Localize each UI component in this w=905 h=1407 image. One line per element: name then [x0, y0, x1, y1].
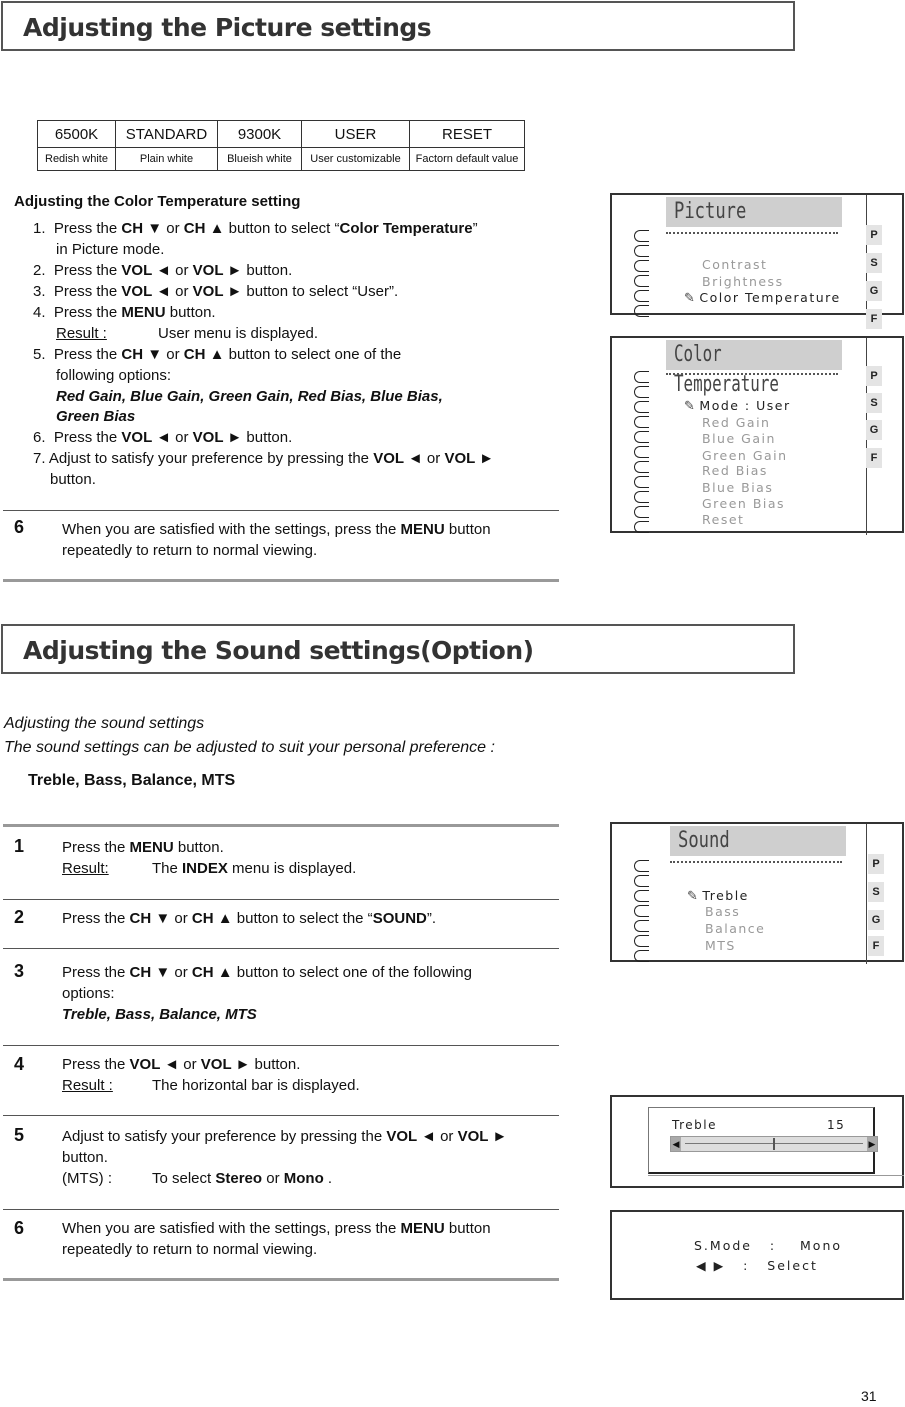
osd-tab-p[interactable]: P — [868, 854, 884, 874]
divider — [3, 824, 559, 827]
right-arrow-icon[interactable]: ▶ — [713, 1258, 726, 1273]
mts-select-line: ◀ ▶ : Select — [696, 1258, 818, 1273]
divider — [648, 1175, 904, 1176]
osd-tab-f[interactable]: F — [868, 936, 884, 956]
sound-step-5-line2: button. — [62, 1149, 108, 1166]
osd-tab-s[interactable]: S — [866, 253, 882, 273]
osd-sound-menu — [610, 822, 904, 962]
sound-step-2-number: 2 — [14, 907, 25, 927]
final-step-text: When you are satisfied with the settings, press the MENU button — [62, 521, 491, 538]
divider — [3, 1115, 559, 1116]
sound-step-4-result-label: Result : — [62, 1077, 113, 1094]
sound-step-1-text: Press the MENU button. — [62, 839, 224, 856]
osd-tab-s[interactable]: S — [866, 393, 882, 413]
sound-step-6-line2: repeatedly to return to normal viewing. — [62, 1241, 318, 1258]
pencil-icon: ✎ — [684, 399, 697, 414]
osd-treble-bar — [610, 1095, 904, 1188]
osd-sound-item-balance[interactable]: Balance — [705, 921, 766, 936]
ct-header-user: USER — [302, 121, 410, 148]
ct-desc-6500k: Redish white — [38, 148, 116, 171]
sound-options: Treble, Bass, Balance, MTS — [28, 772, 236, 789]
sound-step-2-text: Press the CH ▼ or CH ▲ button to select the “SOUND”. — [62, 910, 437, 927]
osd-picture-title: Picture — [666, 197, 842, 227]
osd-sound-item-treble[interactable]: ✎ Treble — [687, 888, 749, 904]
sound-intro-1: Adjusting the sound settings — [4, 715, 205, 732]
osd-sound-item-mts[interactable]: MTS — [705, 938, 736, 953]
left-arrow-icon[interactable]: ◀ — [696, 1258, 708, 1273]
ct-step-5-line2: following options: — [56, 367, 172, 384]
slider-right-arrow-icon[interactable]: ▶ — [868, 1139, 876, 1149]
sound-step-4-result-text: The horizontal bar is displayed. — [152, 1077, 360, 1094]
treble-label: Treble — [672, 1118, 717, 1132]
sound-section-title: Adjusting the Sound settings(Option) — [23, 636, 534, 665]
final-step-line2: repeatedly to return to normal viewing. — [62, 542, 318, 559]
osd-sound-title: Sound — [670, 826, 846, 856]
sound-step-3-line2: options: — [62, 985, 115, 1002]
osd-tab-f[interactable]: F — [866, 448, 882, 468]
sound-intro-2: The sound settings can be adjusted to suit your personal preference : — [4, 739, 495, 756]
osd-tab-g[interactable]: G — [868, 910, 884, 930]
sound-step-5-text: Adjust to satisfy your preference by pressing the VOL ◄ or VOL ► — [62, 1128, 508, 1145]
color-temperature-table — [37, 120, 525, 171]
osd-tab-s[interactable]: S — [868, 882, 884, 902]
page-number: 31 — [861, 1388, 877, 1404]
ct-step-2: 2. Press the VOL ◄ or VOL ► button. — [33, 262, 293, 279]
osd-ct-item-red-gain[interactable]: Red Gain — [702, 415, 771, 430]
mts-mode-line: S.Mode : Mono — [694, 1238, 843, 1253]
divider — [3, 1045, 559, 1046]
sound-step-5-number: 5 — [14, 1125, 25, 1145]
sound-step-3-text: Press the CH ▼ or CH ▲ button to select one of the following — [62, 964, 472, 981]
osd-picture-item-color-temperature[interactable]: ✎ Color Temperature — [684, 290, 841, 306]
slider-knob[interactable] — [773, 1138, 775, 1150]
sound-step-1-result-text: The INDEX menu is displayed. — [152, 860, 357, 877]
osd-ct-item-blue-bias[interactable]: Blue Bias — [702, 480, 774, 495]
sound-step-3-number: 3 — [14, 961, 25, 981]
color-temp-heading: Adjusting the Color Temperature setting — [14, 193, 301, 210]
final-step-number: 6 — [14, 517, 25, 537]
osd-ct-item-red-bias[interactable]: Red Bias — [702, 463, 768, 478]
osd-sound-item-bass[interactable]: Bass — [705, 904, 741, 919]
divider — [3, 899, 559, 900]
ct-desc-user: User customizable — [302, 148, 410, 171]
pencil-icon: ✎ — [687, 889, 700, 904]
osd-tab-p[interactable]: P — [866, 225, 882, 245]
sound-step-5-mts-text: To select Stereo or Mono . — [152, 1170, 333, 1187]
ct-header-standard: STANDARD — [116, 121, 218, 148]
osd-ct-item-mode[interactable]: ✎ Mode : User — [684, 398, 791, 414]
osd-picture-item-contrast[interactable]: Contrast — [702, 257, 768, 272]
ct-step-1-line2: in Picture mode. — [56, 241, 165, 258]
divider — [3, 1278, 559, 1281]
ct-step-4-result-text: User menu is displayed. — [158, 325, 319, 342]
osd-tab-g[interactable]: G — [866, 420, 882, 440]
sound-step-1-number: 1 — [14, 836, 25, 856]
divider — [3, 948, 559, 949]
ct-header-6500k: 6500K — [38, 121, 116, 148]
ct-desc-9300k: Blueish white — [218, 148, 302, 171]
divider — [3, 579, 559, 582]
sound-step-4-number: 4 — [14, 1054, 25, 1074]
treble-slider[interactable] — [670, 1136, 878, 1152]
osd-mts — [610, 1210, 904, 1300]
osd-ct-item-reset[interactable]: Reset — [702, 512, 745, 527]
ct-step-4-result-label: Result : — [56, 325, 107, 342]
osd-picture-item-brightness[interactable]: Brightness — [702, 274, 784, 289]
ct-step-5: 5. Press the CH ▼ or CH ▲ button to select one of the — [33, 346, 402, 363]
osd-ct-item-green-bias[interactable]: Green Bias — [702, 496, 786, 511]
picture-section-title: Adjusting the Picture settings — [23, 13, 432, 42]
ct-step-7-line2: button. — [50, 471, 96, 488]
ct-step-1: 1. Press the CH ▼ or CH ▲ button to select “Color Temperature” — [33, 220, 478, 237]
divider — [3, 510, 559, 511]
ct-step-4: 4. Press the MENU button. — [33, 304, 216, 321]
slider-left-arrow-icon[interactable]: ◀ — [672, 1139, 680, 1149]
osd-picture-menu — [610, 193, 904, 325]
osd-ct-item-green-gain[interactable]: Green Gain — [702, 448, 788, 463]
treble-value: 15 — [827, 1118, 846, 1132]
ct-step-5-options2: Green Bias — [56, 408, 136, 425]
sound-step-1-result-label: Result: — [62, 860, 109, 877]
ct-step-6: 6. Press the VOL ◄ or VOL ► button. — [33, 429, 293, 446]
picture-section-header — [1, 1, 795, 51]
ct-header-reset: RESET — [410, 121, 525, 148]
pencil-icon: ✎ — [684, 291, 697, 306]
osd-color-temp-title: Color Temperature — [666, 340, 842, 370]
ct-desc-reset: Factorn default value — [410, 148, 525, 171]
sound-step-4-text: Press the VOL ◄ or VOL ► button. — [62, 1056, 301, 1073]
sound-step-6-text: When you are satisfied with the settings, press the MENU button — [62, 1220, 491, 1237]
osd-ct-item-blue-gain[interactable]: Blue Gain — [702, 431, 776, 446]
osd-tab-f[interactable]: F — [866, 309, 882, 329]
osd-color-temp-menu — [610, 336, 904, 533]
ct-step-5-options: Red Gain, Blue Gain, Green Gain, Red Bias, Blue Bias, — [56, 388, 443, 405]
ct-step-7: 7. Adjust to satisfy your preference by pressing the VOL ◄ or VOL ► — [33, 450, 495, 467]
sound-step-6-number: 6 — [14, 1218, 25, 1238]
ct-header-9300k: 9300K — [218, 121, 302, 148]
divider — [3, 1209, 559, 1210]
osd-tab-p[interactable]: P — [866, 366, 882, 386]
sound-step-3-options: Treble, Bass, Balance, MTS — [62, 1006, 257, 1023]
osd-tab-g[interactable]: G — [866, 281, 882, 301]
sound-step-5-mts-label: (MTS) : — [62, 1170, 112, 1187]
ct-desc-standard: Plain white — [116, 148, 218, 171]
sound-section-header — [1, 624, 795, 674]
ct-step-3: 3. Press the VOL ◄ or VOL ► button to select “User”. — [33, 283, 399, 300]
